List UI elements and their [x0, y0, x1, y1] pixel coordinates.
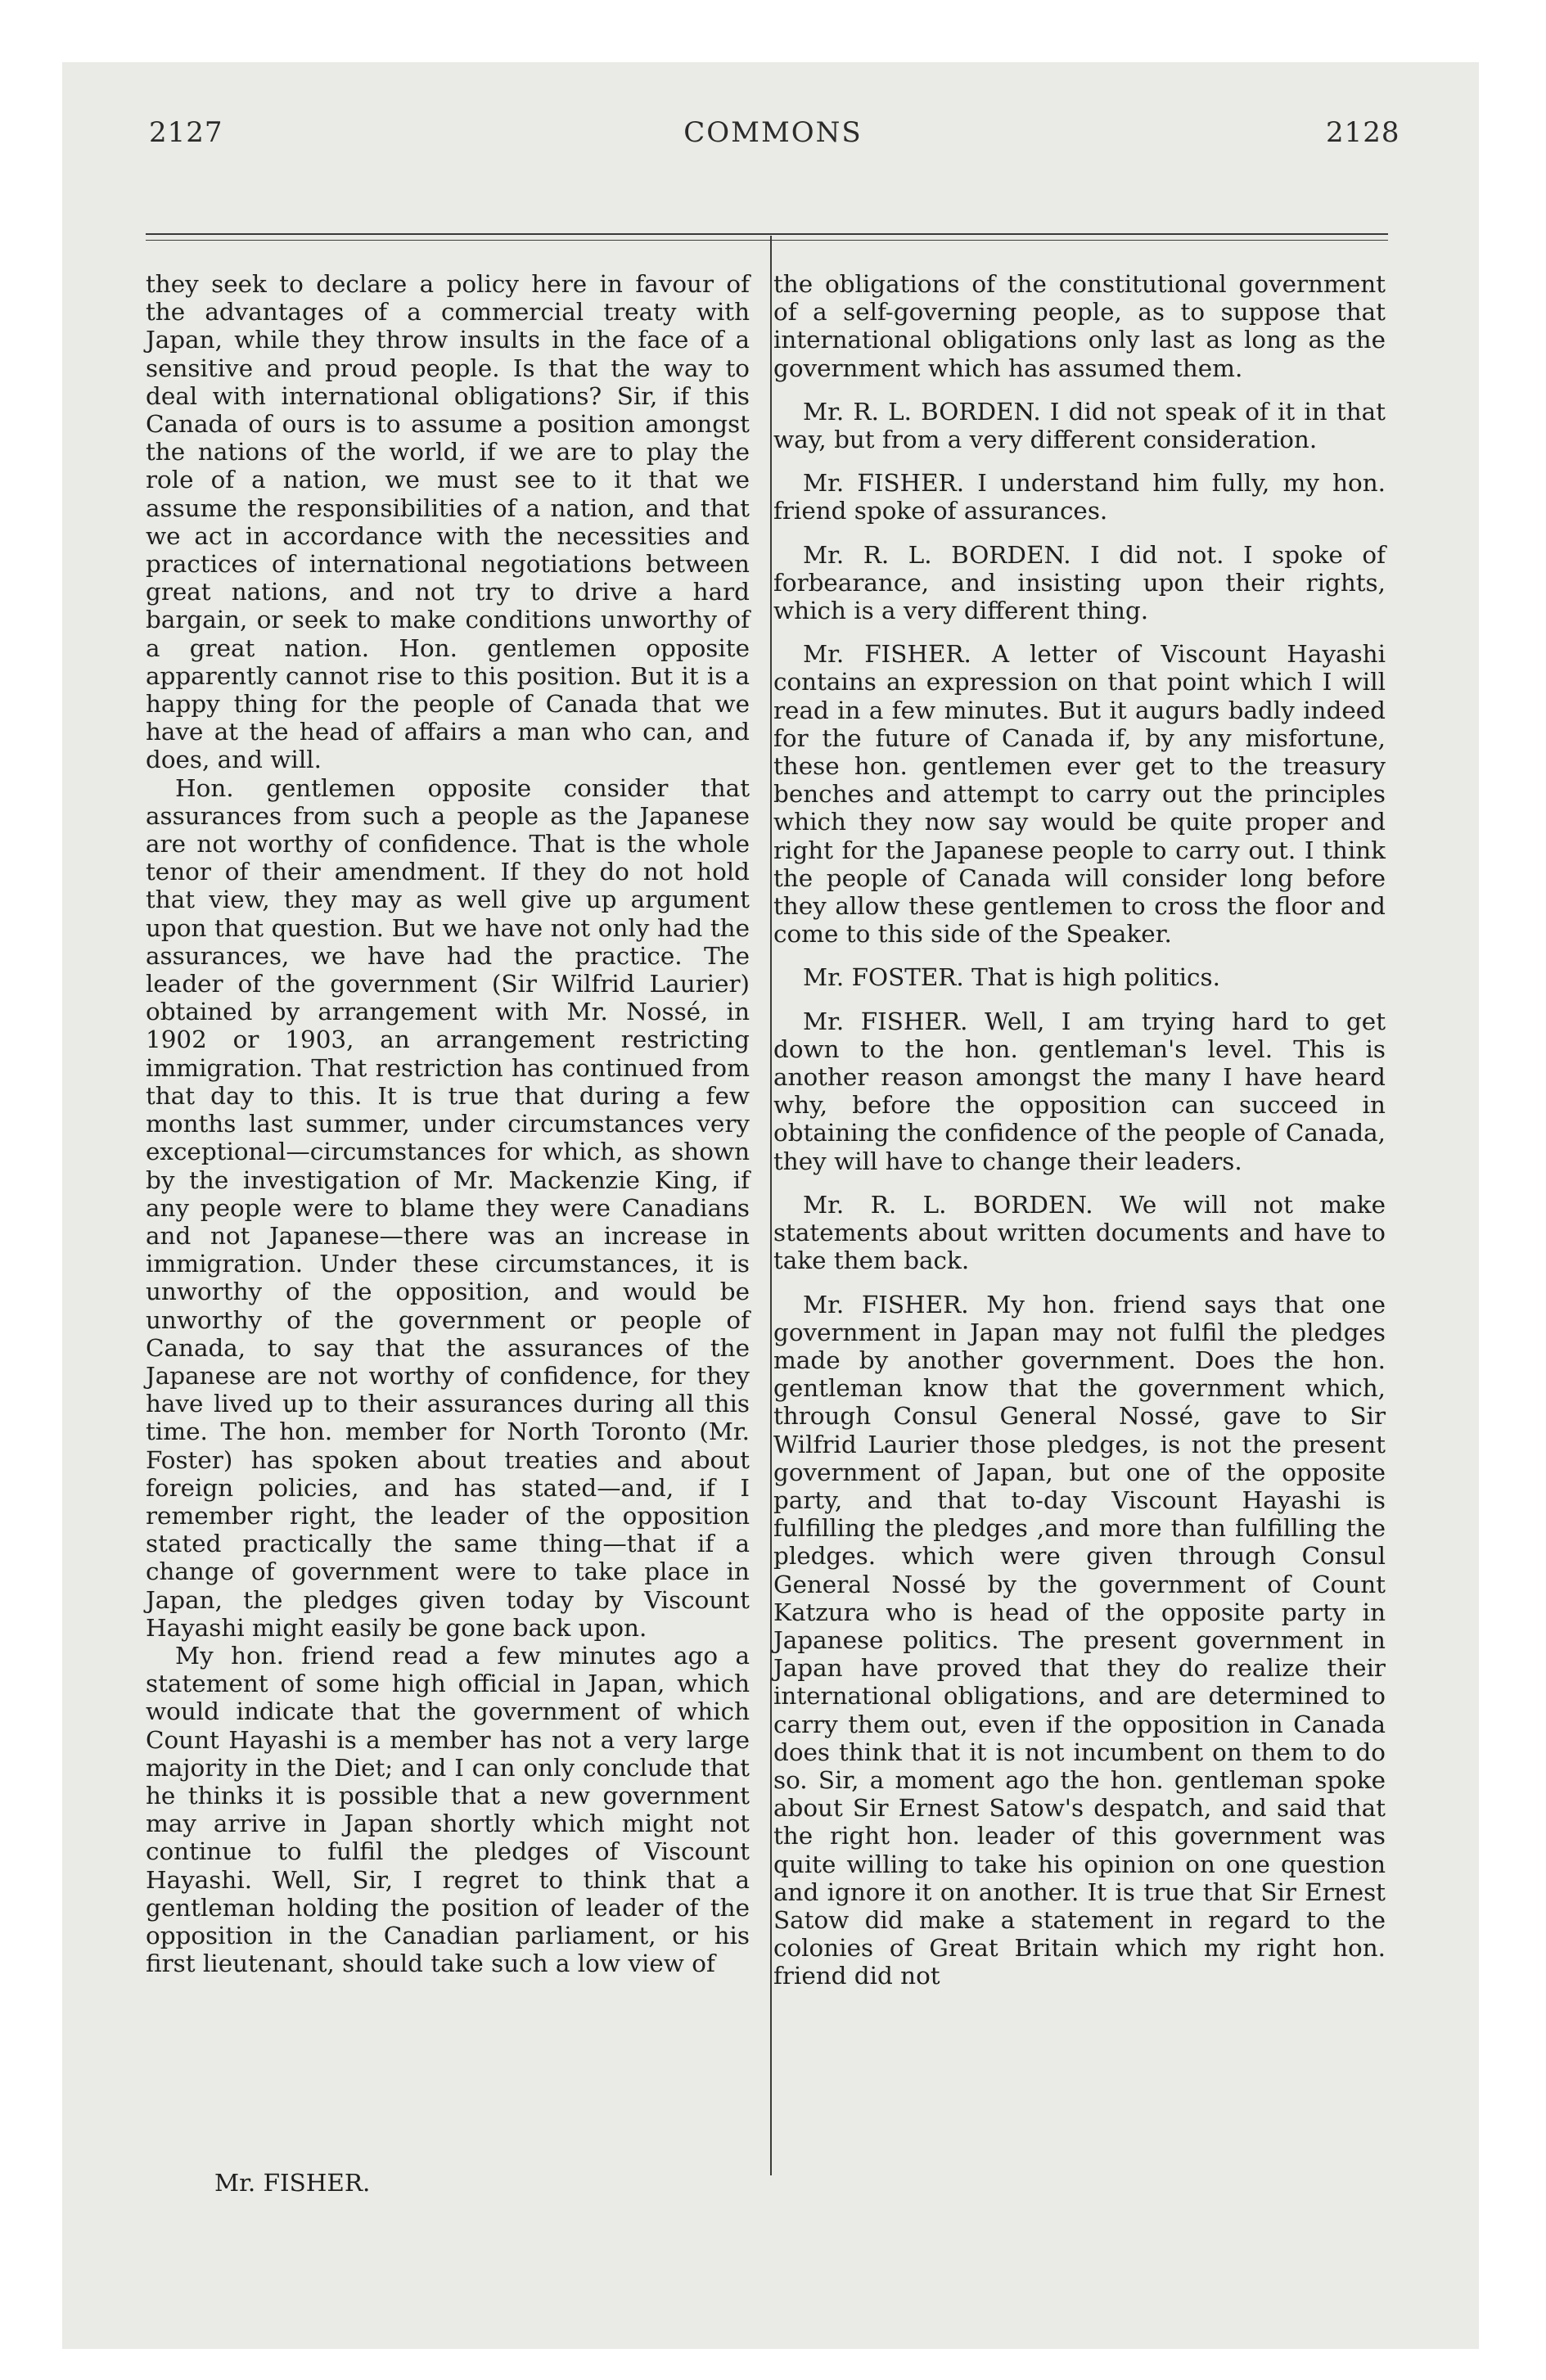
left-column	[146, 270, 750, 1977]
paragraph: Mr. R. L. BORDEN. I did not. I spoke of forbearance, and insisting upon their rights, which is a very different thing.	[773, 540, 1386, 625]
paragraph: My hon. friend read a few minutes ago a statement of some high official in Japan, which would indicate that the government of which Count Hayashi is a member has not a very large majority in the Diet; and I can only conclude that he thinks it is possible that a new government may arrive in Japan shortly which might not continue to fulfil the pledges of Viscount Hayashi. Well, Sir, I regret to think that a gentleman holding the position of leader of the opposition in the Canadian parliament, or his first lieutenant, should take such a low view of	[146, 1641, 750, 1978]
page-number-right: 2128	[1326, 116, 1400, 149]
page-number-left: 2127	[149, 116, 223, 149]
paragraph: the obligations of the constitutional government of a self-governing people, as to suppose that international obligations only last as long as the government which has assumed them.	[773, 270, 1386, 382]
footer-speaker: Mr. FISHER.	[214, 2169, 371, 2197]
paragraph: Mr. FISHER. I understand him fully, my hon. friend spoke of assurances.	[773, 469, 1386, 525]
paragraph: Hon. gentlemen opposite consider that assurances from such a people as the Japanese are not worthy of confidence. That is the whole tenor of their amendment. If they do not hold that view, they may as well give up argument upon that question. But we have not only had the assurances, we have had the practice. The leader of the government (Sir Wilfrid Laurier) obtained by arrangement with Mr. Nossé, in 1902 or 1903, an arrangement restricting immigration. That restriction has continued from that day to this. It is true that during a few months last summer, under circumstances very exceptional—circumstances for which, as shown by the investigation of Mr. Mackenzie King, if any people were to blame they were Canadians and not Japanese—there was an increase in immigration. Under these circumstances, it is unworthy of the opposition, and would be unworthy of the government or people of Canada, to say that the assurances of the Japanese are not worthy of confidence, for they have lived up to their assurances during all this time. The hon. member for North Toronto (Mr. Foster) has spoken about treaties and about foreign policies, and has stated—and, if I remember right, the leader of the opposition stated practically the same thing—that if a change of government were to take place in Japan, the pledges given today by Viscount Hayashi might easily be gone back upon.	[146, 773, 750, 1642]
paragraph: Mr. FISHER. Well, I am trying hard to get down to the hon. gentleman's level. This is another reason amongst the many I have heard why, before the opposition can succeed in obtaining the confidence of the people of Canada, they will have to change their leaders.	[773, 1007, 1386, 1175]
paragraph: Mr. FISHER. A letter of Viscount Hayashi contains an expression on that point which I will read in a few minutes. But it augurs badly indeed for the future of Canada if, by any misfortune, these hon. gentlemen ever get to the treasury benches and attempt to carry out the principles which they now say would be quite proper and right for the Japanese people to carry out. I think the people of Canada will consider long before they allow these gentlemen to cross the floor and come to this side of the Speaker.	[773, 640, 1386, 949]
page-title: COMMONS	[683, 116, 863, 149]
paragraph: Mr. R. L. BORDEN. I did not speak of it in that way, but from a very different consideration.	[773, 397, 1386, 454]
header-rule-top	[146, 233, 1388, 235]
paragraph: Mr. FOSTER. That is high politics.	[803, 963, 1220, 992]
column-divider	[770, 236, 772, 2175]
paragraph: Mr. FISHER. My hon. friend says that one government in Japan may not fulfil the pledges made by another government. Does the hon. gentleman know that the government which, through Consul General Nossé, gave to Sir Wilfrid Laurier those pledges, is not the present government of Japan, but one of the opposite party, and that to-day Viscount Hayashi is fulfilling the pledges ,and more than fulfilling the pledges. which were given through Consul General Nossé by the government of Count Katzura who is head of the opposite party in Japanese politics. The present government in Japan have proved that they do realize their international obligations, and are determined to carry them out, even if the opposition in Canada does think that it is not incumbent on them to do so. Sir, a moment ago the hon. gentleman spoke about Sir Ernest Satow's despatch, and said that the right hon. leader of this government was quite willing to take his opinion on one question and ignore it on another. It is true that Sir Ernest Satow did make a statement in regard to the colonies of Great Britain which my right hon. friend did not	[773, 1290, 1386, 1990]
paragraph: they seek to declare a policy here in favour of the advantages of a commercial treaty with Japan, while they throw insults in the face of a sensitive and proud people. Is that the way to deal with international obligations? Sir, if this Canada of ours is to assume a position amongst the nations of the world, if we are to play the role of a nation, we must see to it that we assume the responsibilities of a nation, and that we act in accordance with the necessities and practices of international negotiations between great nations, and not try to drive a hard bargain, or seek to make conditions unworthy of a great nation. Hon. gentlemen opposite apparently cannot rise to this position. But it is a happy thing for the people of Canada that we have at the head of affairs a man who can, and does, and will.	[146, 270, 750, 774]
right-column	[773, 270, 1386, 1990]
header-rule-bottom	[146, 240, 1388, 241]
paragraph: Mr. R. L. BORDEN. We will not make statements about written documents and have to take them back.	[773, 1190, 1386, 1275]
